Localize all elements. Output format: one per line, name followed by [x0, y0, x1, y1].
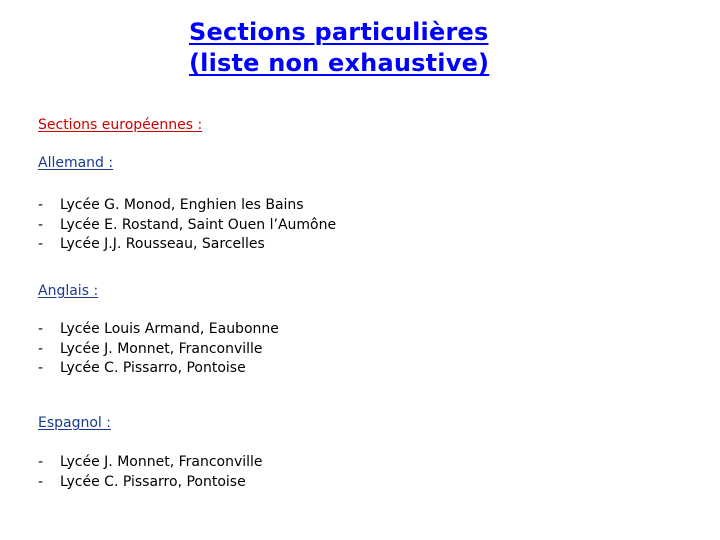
bullet-dash: -	[38, 340, 44, 357]
list-item	[38, 340, 279, 360]
school-name: Lycée C. Pissarro, Pontoise	[60, 473, 246, 490]
list-item	[38, 235, 336, 255]
slide-title-line-2: (liste non exhaustive)	[189, 49, 490, 77]
language-heading-espagnol: Espagnol :	[38, 415, 111, 431]
language-heading-anglais: Anglais :	[38, 283, 99, 299]
bullet-dash: -	[38, 236, 44, 252]
bullet-dash: -	[38, 197, 44, 213]
school-name: Lycée E. Rostand, Saint Ouen l’Aumône	[60, 216, 337, 233]
bullet-dash: -	[38, 454, 44, 470]
bullet-dash: -	[38, 321, 44, 337]
slide-title-line-1: Sections particulières	[189, 18, 489, 46]
school-list-allemand	[38, 196, 336, 255]
slide-title	[189, 17, 489, 79]
bullet-dash: -	[38, 216, 44, 233]
school-list-anglais	[38, 320, 279, 379]
list-item	[38, 196, 336, 216]
school-name: Lycée C. Pissarro, Pontoise	[60, 360, 246, 376]
list-item	[38, 320, 279, 340]
bullet-dash: -	[38, 360, 44, 376]
school-name: Lycée Louis Armand, Eaubonne	[60, 321, 279, 337]
section-heading-europeennes: Sections européennes :	[38, 117, 203, 133]
list-item	[38, 453, 263, 473]
school-name: Lycée J. Monnet, Franconville	[60, 340, 263, 357]
list-item	[38, 359, 279, 379]
language-heading-allemand: Allemand :	[38, 155, 114, 171]
school-name: Lycée J.J. Rousseau, Sarcelles	[60, 236, 265, 252]
school-list-espagnol	[38, 453, 263, 492]
school-name: Lycée J. Monnet, Franconville	[60, 454, 263, 470]
list-item	[38, 473, 263, 493]
school-name: Lycée G. Monod, Enghien les Bains	[60, 197, 304, 213]
list-item	[38, 216, 336, 236]
bullet-dash: -	[38, 473, 44, 490]
